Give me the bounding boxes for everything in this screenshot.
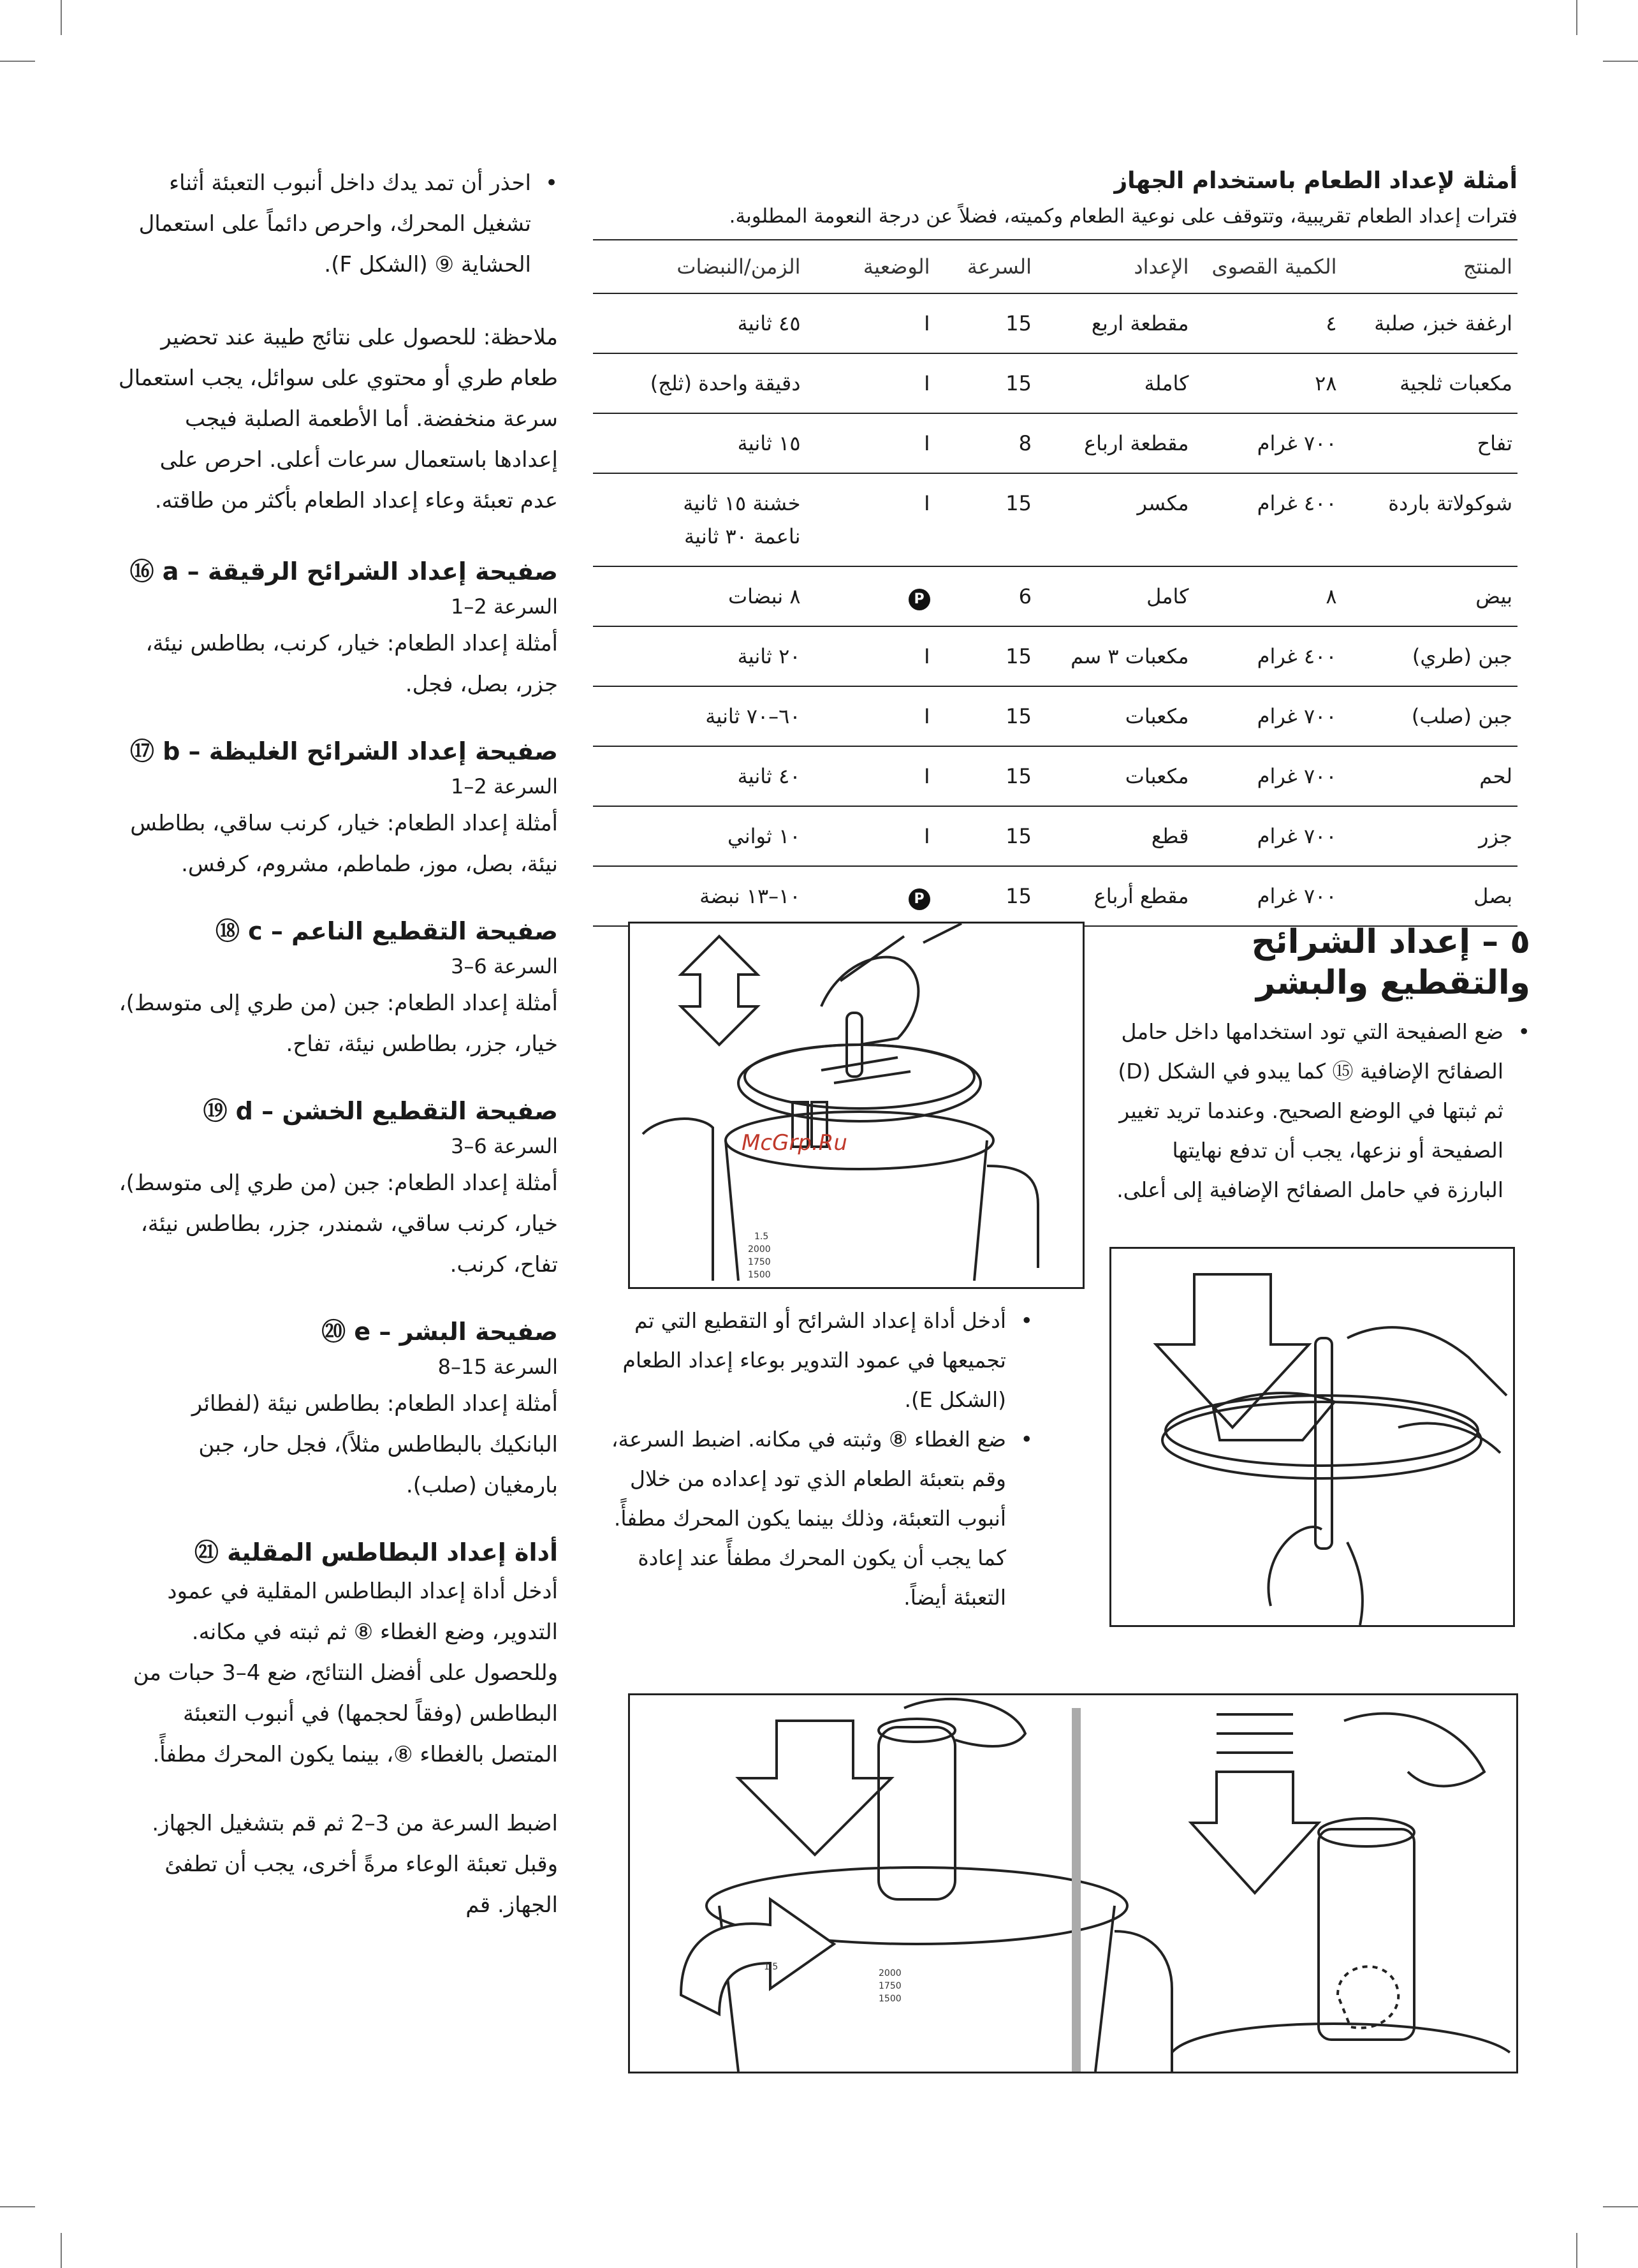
cell-time: دقيقة واحدة (ثلج) (593, 353, 806, 413)
cell-product: بيض (1342, 566, 1518, 626)
cell-mode: I (806, 413, 935, 473)
cell-qty: ٤٠٠ غرام (1194, 473, 1342, 566)
section-title: صفيحة البشر – e ⑳ (321, 1318, 558, 1346)
col-header: الوضعية (863, 254, 930, 279)
cell-product: لحم (1342, 746, 1518, 806)
table-row (593, 353, 1517, 413)
pulse-icon: P (909, 888, 930, 910)
cell-speed: 15 (935, 626, 1037, 686)
section5-title: ٥ – إعداد الشرائح والتقطيع والبشر (1251, 923, 1530, 1002)
crop-mark (1576, 0, 1577, 35)
table-row (593, 473, 1517, 566)
table-block (593, 163, 1517, 927)
section-speed: السرعة 6–3 (451, 954, 558, 978)
cell-speed: 8 (935, 413, 1037, 473)
jug-mark: 1500 (879, 1994, 902, 2004)
col-header: الزمن/النبضات (676, 254, 801, 279)
cell-speed: 15 (935, 746, 1037, 806)
col-header: الكمية القصوى (1211, 254, 1337, 279)
figure-e-drawing (630, 924, 1083, 1287)
section-examples: أمثلة إعداد الطعام: جبن (من طري إلى متوسط)، خيار، كرنب ساقي، شمندر، جزر، بطاطس نيئة، تفاح، كرنب. (119, 1170, 558, 1278)
table-row (593, 866, 1517, 926)
crop-mark (1576, 2233, 1577, 2268)
cell-mode: I (806, 353, 935, 413)
cell-time: ٦٠–٧٠ ثانية (593, 686, 806, 746)
table-row (593, 746, 1517, 806)
cell-qty: ٨ (1194, 566, 1342, 626)
cell-mode (806, 566, 935, 626)
cell-qty: ٧٠٠ غرام (1194, 413, 1342, 473)
fig-bullet-2: • ضع الغطاء ⑧ وثبته في مكانه. اضبط السرعة، وقم بتعبئة الطعام الذي تود إعداده من خلال أنبوب التعبئة، وذلك بينما يكون المحرك مطفأً. كما يجب أن يكون المحرك مطفأً عند إعادة التعبئة أيضاً. (587, 1420, 1033, 1617)
table-row (593, 806, 1517, 866)
cell-qty: ٧٠٠ غرام (1194, 746, 1342, 806)
note-paragraph: ملاحظة: للحصول على نتائج طيبة عند تحضير طعام طري أو محتوي على سوائل، يجب استعمال سرعة منخفضة. أما الأطعمة الصلبة فيجب إعدادها باستعمال سرعات أعلى. احرص على عدم تعبئة وعاء إعداد الطعام بأكثر من طاقته. (118, 325, 558, 513)
cell-qty: ٤ (1194, 293, 1342, 353)
cell-speed: 15 (935, 293, 1037, 353)
cell-prep: قطع (1037, 806, 1194, 866)
cell-time: ١٠–١٣ نبضة (593, 866, 806, 926)
cell-product: جبن (طري) (1342, 626, 1518, 686)
cell-speed: 15 (935, 686, 1037, 746)
crop-mark (0, 2206, 35, 2207)
cell-time: ٤٠ ثانية (593, 746, 806, 806)
fries-text: أدخل أداة إعداد البطاطس المقلية في عمود التدوير، وضع الغطاء ⑧ ثم ثبته في مكانه. وللحصول على أفضل النتائج، ضع 4–3 حبات من البطاطس (وفقاً لحجمها) في أنبوب التعبئة المتصل بالغطاء ⑧، بينما يكون المحرك مطفأً. (133, 1579, 558, 1767)
jug-mark: 1500 (748, 1270, 771, 1280)
disc-section (118, 553, 558, 705)
left-column (118, 163, 558, 1926)
jug-mark: 1750 (748, 1257, 771, 1267)
cell-prep: مكعبات ٣ سم (1037, 626, 1194, 686)
col-header: السرعة (967, 254, 1032, 279)
table-row (593, 686, 1517, 746)
cell-time: ٢٠ ثانية (593, 626, 806, 686)
table-row (593, 413, 1517, 473)
jug-mark: 2000 (748, 1244, 771, 1255)
cell-mode: I (806, 473, 935, 566)
pulse-icon: P (909, 589, 930, 610)
figure-bullets (587, 1301, 1033, 1617)
cell-prep: مقطع أرباع (1037, 866, 1194, 926)
fries-title: أداة إعداد البطاطس المقلية ㉑ (194, 1538, 558, 1566)
cell-product: مكعبات ثلجية (1342, 353, 1518, 413)
disc-section (118, 913, 558, 1064)
figure-d-drawing (1111, 1249, 1513, 1625)
figure-fries-assembly (628, 1693, 1518, 2073)
cell-prep: كامل (1037, 566, 1194, 626)
cell-qty: ٧٠٠ غرام (1194, 866, 1342, 926)
table-subtitle: فترات إعداد الطعام تقريبية، وتتوقف على نوعية الطعام وكميته، فضلاً عن درجة النعومة المطلوبة. (729, 205, 1517, 228)
section-speed: السرعة 15–8 (437, 1355, 558, 1379)
section-title: صفيحة إعداد الشرائح الرقيقة – a ⑯ (129, 557, 558, 585)
crop-mark (0, 61, 35, 62)
watermark: McGrp.Ru (742, 1130, 847, 1156)
cell-prep: مقطعة اربع (1037, 293, 1194, 353)
section5-block (1109, 922, 1530, 1210)
cell-speed: 15 (935, 806, 1037, 866)
crop-mark (1603, 2206, 1638, 2207)
cell-speed: 15 (935, 866, 1037, 926)
figure-d-disc-holder (1109, 1247, 1515, 1627)
cell-product: ارغفة خبز، صلبة (1342, 293, 1518, 353)
final-paragraph: اضبط السرعة من 3–2 ثم قم بتشغيل الجهاز. وقبل تعبئة الوعاء مرةً أخرى، يجب أن تطفئ الجهاز. قم (152, 1811, 558, 1918)
cell-product: جبن (صلب) (1342, 686, 1518, 746)
cell-time: ٨ نبضات (593, 566, 806, 626)
section-title: صفيحة إعداد الشرائح الغليظة – b ⑰ (129, 737, 558, 765)
table-row (593, 566, 1517, 626)
jug-mark: 1.5 (764, 1962, 779, 1972)
crop-mark (61, 0, 62, 35)
cell-qty: ٧٠٠ غرام (1194, 686, 1342, 746)
col-header: الإعداد (1134, 254, 1189, 279)
crop-mark (1603, 61, 1638, 62)
figure-e-insert-disc (628, 922, 1085, 1289)
cell-speed: 6 (935, 566, 1037, 626)
disc-section (118, 1093, 558, 1285)
section5-bullet: • ضع الصفيحة التي تود استخدامها داخل حامل الصفائح الإضافية ⑮ كما يبدو في الشكل (D) ثم ثبتها في الوضع الصحيح. وعندما تريد تغيير الصفيحة أو نزعها، يجب أن تدفع نهايتها البارزة في حامل الصفائح الإضافية إلى أعلى. (1109, 1012, 1530, 1210)
section-examples: أمثلة إعداد الطعام: بطاطس نيئة (لفطائر البانكيك بالبطاطس مثلاً)، فجل حار، جبن بارمغيان (صلب). (191, 1391, 558, 1498)
cell-speed: 15 (935, 353, 1037, 413)
cell-qty: ٤٠٠ غرام (1194, 626, 1342, 686)
cell-prep: مكسر (1037, 473, 1194, 566)
cell-mode: I (806, 293, 935, 353)
disc-section (118, 733, 558, 885)
cell-mode: I (806, 626, 935, 686)
crop-mark (61, 2233, 62, 2268)
cell-prep: مكعبات (1037, 746, 1194, 806)
warning-bullet: • احذر أن تمد يدك داخل أنبوب التعبئة أثناء تشغيل المحرك، واحرص دائماً على استعمال الحشاية ⑨ (الشكل F). (118, 163, 558, 285)
section-speed: السرعة 2–1 (451, 774, 558, 799)
section-examples: أمثلة إعداد الطعام: خيار، كرنب، بطاطس نيئة، جزر، بصل، فجل. (145, 631, 558, 697)
jug-mark: 1750 (879, 1981, 902, 1991)
cell-speed: 15 (935, 473, 1037, 566)
figure-fries-drawing (630, 1695, 1516, 2072)
cell-time: ١٠ ثواني (593, 806, 806, 866)
table-row (593, 626, 1517, 686)
cell-prep: مكعبات (1037, 686, 1194, 746)
cell-qty: ٧٠٠ غرام (1194, 806, 1342, 866)
table-header-row (593, 240, 1517, 293)
cell-qty: ٢٨ (1194, 353, 1342, 413)
cell-product: تفاح (1342, 413, 1518, 473)
section-title: صفيحة التقطيع الناعم – c ⑱ (215, 917, 558, 945)
section-speed: السرعة 6–3 (451, 1134, 558, 1158)
time-line: ناعمة ٣٠ ثانية (684, 524, 801, 549)
cell-mode: I (806, 746, 935, 806)
cell-product: بصل (1342, 866, 1518, 926)
cell-prep: كاملة (1037, 353, 1194, 413)
jug-mark: 1.5 (754, 1232, 769, 1242)
fig-bullet-1: • أدخل أداة إعداد الشرائح أو التقطيع التي تم تجميعها في عمود التدوير بوعاء إعداد الطعام (الشكل E). (587, 1301, 1033, 1420)
cell-time: ٤٥ ثانية (593, 293, 806, 353)
cell-product: شوكولاتة باردة (1342, 473, 1518, 566)
jug-mark: 2000 (879, 1968, 902, 1978)
section-examples: أمثلة إعداد الطعام: خيار، كرنب ساقي، بطاطس نيئة، بصل، موز، طماطم، مشروم، كرفس. (130, 811, 558, 877)
cell-mode (806, 866, 935, 926)
cell-mode: I (806, 806, 935, 866)
disc-section (118, 1313, 558, 1506)
col-header: المنتج (1463, 254, 1512, 279)
cell-product: جزر (1342, 806, 1518, 866)
section-title: صفيحة التقطيع الخشن – d ⑲ (203, 1097, 558, 1125)
table-title: أمثلة لإعداد الطعام باستخدام الجهاز (1114, 168, 1517, 194)
cell-prep: مقطعة ارباع (1037, 413, 1194, 473)
cell-time: ١٥ ثانية (593, 413, 806, 473)
cell-mode: I (806, 686, 935, 746)
food-table (593, 239, 1517, 927)
table-row (593, 293, 1517, 353)
cell-time (593, 473, 806, 566)
section-examples: أمثلة إعداد الطعام: جبن (من طري إلى متوسط)، خيار، جزر، بطاطس نيئة، تفاح. (119, 990, 558, 1057)
time-line: خشنة ١٥ ثانية (683, 491, 801, 515)
section-speed: السرعة 2–1 (451, 594, 558, 619)
fries-section (118, 1534, 558, 1775)
